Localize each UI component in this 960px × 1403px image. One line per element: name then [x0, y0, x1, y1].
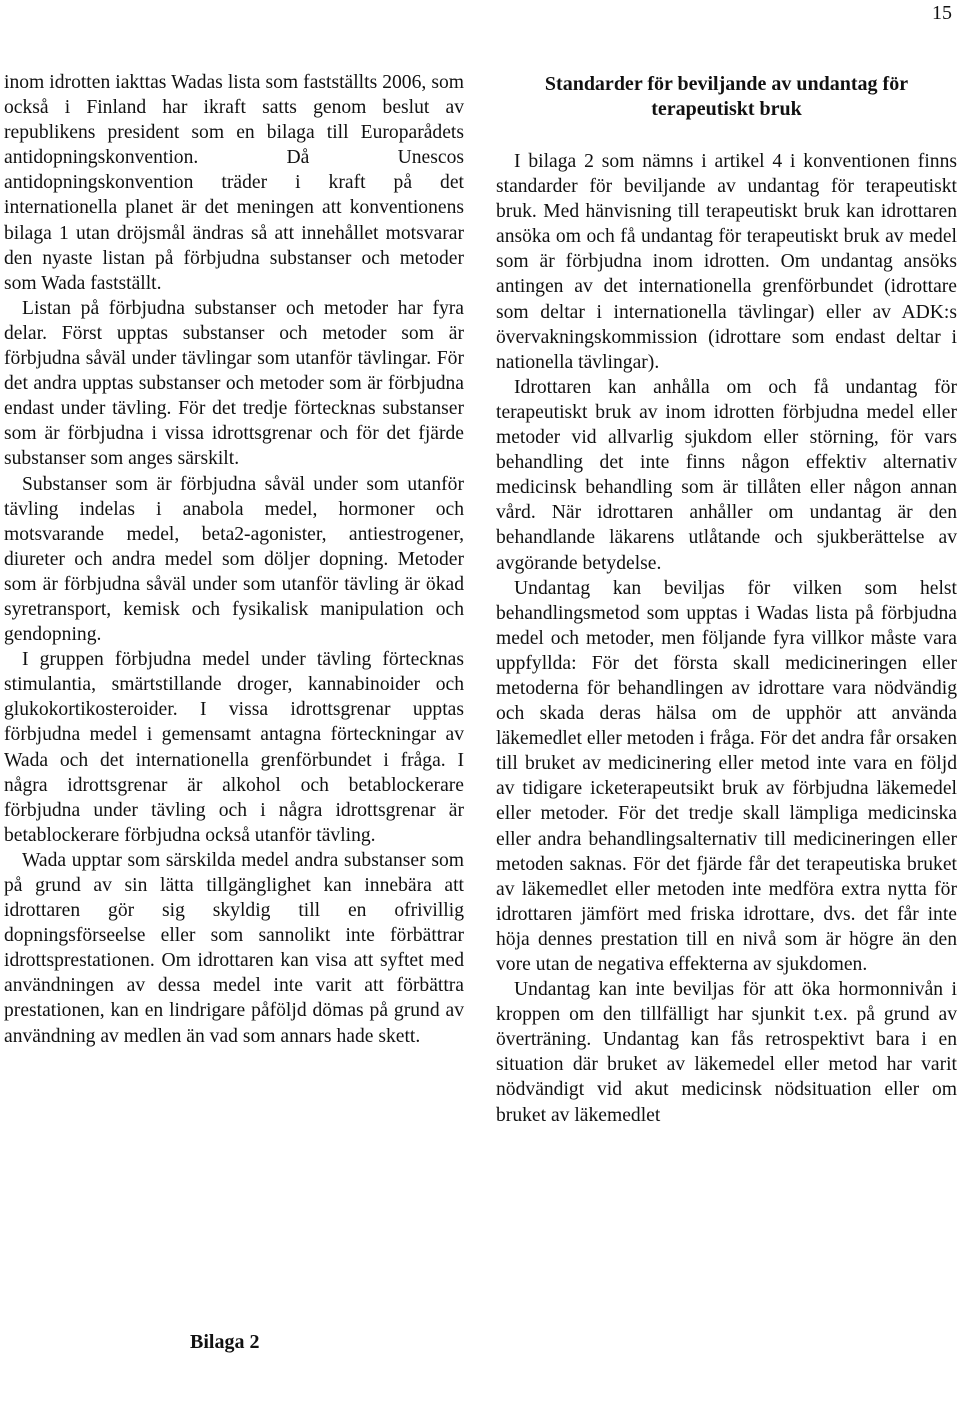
- paragraph-right-3: Undantag kan beviljas för vilken som helst behandlingsmetod som upptas i Wadas lista på förbjudna medel och metoder, men följande fyra villkor måste vara uppfyllda: För det första skall medicineringen eller metoderna för behandlingen av idrottare vara nödvändig och skada deras hälsa om de upphör att använda läkemedlet eller metoden i fråga. För det andra får orsaken till bruket av medicinering eller metod inte vara en följd av tidigare icketerapeutsikt bruk av förbjudna läkemedel eller metoder. För det tredje skall lämpliga medicinska eller andra behandlingsalternativ till medicineringen eller metoden saknas. För det fjärde får det terapeutiska bruket av läkemedlet eller metoden inte medföra extra nytta för idrottaren jämfört med friska idrottare, dvs. det får inte höja dennes prestation till en nivå som är högre än den vore utan de negativa effekterna av sjukdomen.: [496, 577, 957, 975]
- paragraph-right-2: Idrottaren kan anhålla om och få undantag för terapeutiskt bruk av inom idrotten förbjudna medel eller metoder vid allvarlig sjukdom eller störning, för vars behandling det inte finns någon effektiv alternativ medicinsk behandling som är tillåten eller någon annan vård. När idrottaren anhåller om undantag är den behandlande läkarens utlåtande och sjukberättelse av avgörande betydelse.: [496, 376, 957, 574]
- paragraph-right-4: Undantag kan inte beviljas för att öka hormonnivån i kroppen om den tillfälligt har sjunkit t.ex. på grund av överträning. Undantag kan fås retrospektivt bara i en situation där bruket av läkemedel eller metod har varit nödvändigt vid akut medicinsk nödsituation eller om bruket av läkemedlet: [496, 979, 957, 1126]
- left-column: [4, 70, 464, 1049]
- page-number: 15: [932, 2, 952, 24]
- section-heading: Standarder för beviljande av undantag för terapeutiskt bruk: [544, 73, 909, 120]
- paragraph-left-4: I gruppen förbjudna medel under tävling förtecknas stimulantia, smärtstillande droger, kannabinoider och glukokortikosteroider. I vissa idrottsgrenar upptas förbjudna medel i gemensamt antagna förteckningar av Wada och det internationella grenförbundet i fråga. I några idrottsgrenar är alkohol och betablockerare förbjudna under tävling och i några idrottsgrenar är betablockerare förbjudna också utanför tävling.: [4, 649, 464, 846]
- paragraph-left-5: Wada upptar som särskilda medel andra substanser som på grund av sin lätta tillgänglighet kan innebära att idrottaren gör sig skyldig till en ofrivillig dopningsförseelse eller som sannolikt inte förbättrar idrottsprestationen. Om idrottaren kan visa att syftet med användningen av dessa medel inte varit att förbättra prestationen, kan en lindrigare påföljd dömas på grund av användning av medlen än vad som annars hade skett.: [4, 849, 464, 1047]
- paragraph-left-2: Listan på förbjudna substanser och metoder har fyra delar. Först upptas substanser och metoder som är förbjudna såväl under tävlingar som utanför tävlingar. För det andra upptas substanser och metoder som är förbjudna endast under tävling. För det tredje förtecknas substanser som är förbjudna i vissa idrottsgrenar och för det fjärde substanser som anges särskilt.: [4, 297, 464, 470]
- paragraph-right-1: I bilaga 2 som nämns i artikel 4 i konventionen finns standarder för beviljande av undantag för terapeutiskt bruk. Med hänvisning till terapeutiskt bruk kan idrottaren ansöka om och få undantag för terapeutiskt bruk av medel som är förbjudna inom idrotten. Om undantag ansöks antingen av det internationella grenförbundet (idrottare som deltar i internationella tävlingar) eller av ADK:s övervakningskommission (idrottare som endast deltar i nationella tävlingar).: [496, 151, 957, 373]
- paragraph-left-1: inom idrotten iakttas Wadas lista som fastställts 2006, som också i Finland har ikraft satts genom beslut av republikens president som en bilaga till Europarådets antidopningskonvention. Då Unescos antidopningskonvention träder i kraft på det internationella planet är det meningen att konventionens bilaga 1 utan dröjsmål ändras så att innehållet motsvarar den nyaste listan på förbjudna substanser och metoder som Wada fastställt.: [4, 72, 464, 294]
- right-column: [496, 70, 957, 1128]
- paragraph-left-3: Substanser som är förbjudna såväl under som utanför tävling indelas i anabola medel, hormoner och motsvarande medel, beta2-agonister, antiestrogener, diureter och andra medel som döljer dopning. Metoder som är förbjudna såväl under som utanför tävling är ökad syretransport, kemisk och fysikalisk manipulation och gendopning.: [4, 473, 464, 646]
- appendix-heading: Bilaga 2: [190, 1331, 260, 1353]
